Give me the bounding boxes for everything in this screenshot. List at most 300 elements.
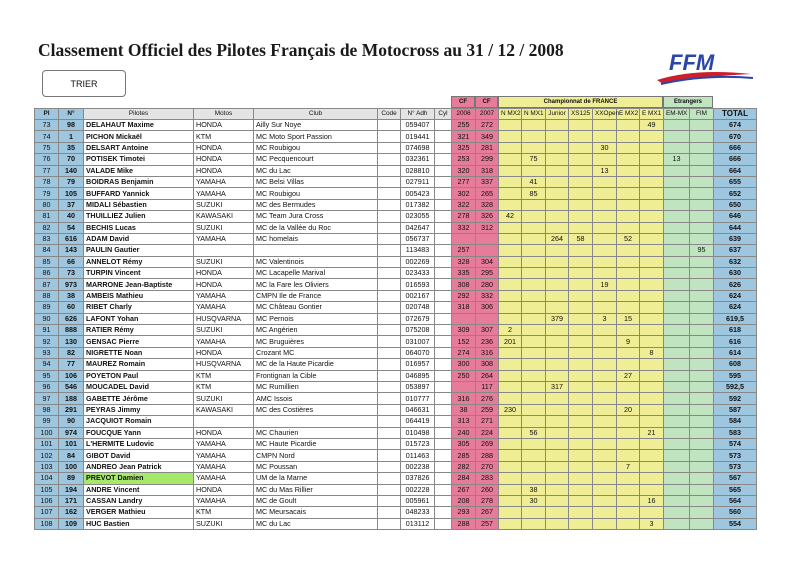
cell-cf-2006 [452, 313, 476, 324]
cell-moto: YAMAHA [194, 438, 254, 449]
cell-fim [690, 438, 714, 449]
cell-number: 974 [59, 427, 84, 438]
table-row [35, 199, 757, 210]
cell-rank: 89 [35, 302, 59, 313]
cell-xs125 [569, 450, 593, 461]
cell-n-mx1 [522, 461, 546, 472]
cell-club [254, 416, 378, 427]
cell-xs125 [569, 347, 593, 358]
cell-club: CMPN Nord [254, 450, 378, 461]
cell-cf-2007 [476, 233, 499, 244]
cell-xs125 [569, 211, 593, 222]
cell-total: 644 [714, 222, 757, 233]
cell-cf-2007: 272 [476, 120, 499, 131]
cell-em-mx [664, 461, 690, 472]
cell-number: 35 [59, 142, 84, 153]
cell-number: 546 [59, 381, 84, 392]
cell-rank: 97 [35, 393, 59, 404]
cell-code [378, 347, 401, 358]
cell-pilot: ANDRE Vincent [84, 484, 194, 495]
cell-em-mx [664, 211, 690, 222]
cell-rank: 82 [35, 222, 59, 233]
cell-junior [546, 222, 569, 233]
cell-pilot: GENSAC Pierre [84, 336, 194, 347]
cell-total: 626 [714, 279, 757, 290]
cell-total: 624 [714, 290, 757, 301]
cell-club: MC de la Haute Picardie [254, 359, 378, 370]
cell-club: MC Chaurien [254, 427, 378, 438]
cell-cf-2007: 259 [476, 404, 499, 415]
cell-club: MC des Costières [254, 404, 378, 415]
cell-em-mx [664, 233, 690, 244]
cell-pilot: PREVOT Damien [84, 473, 194, 484]
cell-xs125 [569, 222, 593, 233]
cell-club: MC du Mas Rillier [254, 484, 378, 495]
cell-junior [546, 165, 569, 176]
cell-cyl [435, 245, 452, 256]
cell-cyl [435, 188, 452, 199]
cell-e-mx1: 16 [640, 495, 664, 506]
cell-adh: 027911 [401, 176, 435, 187]
cell-e-mx1 [640, 256, 664, 267]
cell-pilot: POTISEK Timotei [84, 154, 194, 165]
cell-total: 655 [714, 176, 757, 187]
cell-junior [546, 211, 569, 222]
cell-cyl [435, 450, 452, 461]
cell-e-mx1 [640, 290, 664, 301]
cell-total: 583 [714, 427, 757, 438]
cell-club: MC de Goult [254, 495, 378, 506]
cell-junior [546, 336, 569, 347]
cell-rank: 77 [35, 165, 59, 176]
cell-e-mx2: 20 [617, 404, 640, 415]
cell-adh: 023433 [401, 268, 435, 279]
cell-n-mx2 [499, 176, 522, 187]
table-row [35, 302, 757, 313]
cell-em-mx [664, 222, 690, 233]
cell-rank: 87 [35, 279, 59, 290]
table-row [35, 381, 757, 392]
cell-moto: KAWASAKI [194, 211, 254, 222]
cell-moto: YAMAHA [194, 302, 254, 313]
cell-cf-2006: 278 [452, 211, 476, 222]
cell-xxopen [593, 461, 617, 472]
cell-e-mx1: 8 [640, 347, 664, 358]
cell-e-mx1 [640, 325, 664, 336]
cell-pilot: FOUCQUE Yann [84, 427, 194, 438]
cell-xxopen [593, 176, 617, 187]
cell-adh: 031007 [401, 336, 435, 347]
cell-n-mx1 [522, 507, 546, 518]
cell-moto: KTM [194, 381, 254, 392]
cell-number: 100 [59, 461, 84, 472]
cell-xs125 [569, 176, 593, 187]
cell-number: 171 [59, 495, 84, 506]
cell-pilot: BOIDRAS Benjamin [84, 176, 194, 187]
cell-n-mx1 [522, 518, 546, 529]
cell-cyl [435, 176, 452, 187]
cell-code [378, 518, 401, 529]
cell-fim [690, 473, 714, 484]
cell-code [378, 313, 401, 324]
cell-n-mx1 [522, 404, 546, 415]
cell-club: MC du Lac [254, 165, 378, 176]
cell-e-mx1 [640, 154, 664, 165]
cell-fim [690, 154, 714, 165]
cell-cf-2007: 349 [476, 131, 499, 142]
cell-cf-2006: 308 [452, 279, 476, 290]
cell-cf-2006: 320 [452, 165, 476, 176]
cell-e-mx2 [617, 268, 640, 279]
cell-n-mx1 [522, 302, 546, 313]
cell-e-mx2 [617, 165, 640, 176]
cell-e-mx1 [640, 484, 664, 495]
cell-n-mx1 [522, 256, 546, 267]
cell-junior [546, 370, 569, 381]
cell-em-mx [664, 347, 690, 358]
cell-club: MC Moto Sport Passion [254, 131, 378, 142]
cell-code [378, 290, 401, 301]
cell-cf-2006: 293 [452, 507, 476, 518]
cell-junior [546, 176, 569, 187]
cell-xxopen [593, 473, 617, 484]
cell-junior [546, 393, 569, 404]
table-row [35, 290, 757, 301]
cell-xxopen [593, 381, 617, 392]
cell-em-mx [664, 256, 690, 267]
cell-pilot: MARRONE Jean-Baptiste [84, 279, 194, 290]
cell-xxopen [593, 131, 617, 142]
cell-cf-2006: 305 [452, 438, 476, 449]
cell-cf-2007: 267 [476, 507, 499, 518]
cell-e-mx2 [617, 484, 640, 495]
cell-adh: 056737 [401, 233, 435, 244]
table-row [35, 393, 757, 404]
cell-em-mx [664, 131, 690, 142]
col-header-n-mx2: N MX2 [499, 109, 522, 120]
cell-pilot: VERGER Mathieu [84, 507, 194, 518]
table-row [35, 256, 757, 267]
cell-rank: 95 [35, 370, 59, 381]
cell-moto: YAMAHA [194, 336, 254, 347]
cell-n-mx2 [499, 347, 522, 358]
cell-cf-2006: 318 [452, 302, 476, 313]
cell-n-mx1 [522, 131, 546, 142]
cell-n-mx1 [522, 336, 546, 347]
cell-cf-2006: 267 [452, 484, 476, 495]
col-header-e-mx1: E MX1 [640, 109, 664, 120]
cell-adh: 013112 [401, 518, 435, 529]
cell-rank: 106 [35, 495, 59, 506]
cell-cyl [435, 473, 452, 484]
cell-n-mx1: 41 [522, 176, 546, 187]
cell-e-mx1 [640, 279, 664, 290]
cell-number: 130 [59, 336, 84, 347]
cell-fim [690, 256, 714, 267]
cell-cf-2007: 312 [476, 222, 499, 233]
cell-e-mx2 [617, 176, 640, 187]
cell-rank: 73 [35, 120, 59, 131]
cell-number: 73 [59, 268, 84, 279]
cell-junior [546, 473, 569, 484]
cell-pilot: GABETTE Jérôme [84, 393, 194, 404]
cell-pilot: MIDALI Sébastien [84, 199, 194, 210]
cell-code [378, 461, 401, 472]
table-row [35, 165, 757, 176]
cell-adh: 113483 [401, 245, 435, 256]
cell-junior [546, 245, 569, 256]
cell-moto: HONDA [194, 484, 254, 495]
cell-n-mx2 [499, 518, 522, 529]
cell-cf-2006: 309 [452, 325, 476, 336]
cell-total: 639 [714, 233, 757, 244]
cell-e-mx1 [640, 381, 664, 392]
cell-total: 666 [714, 142, 757, 153]
cell-junior [546, 325, 569, 336]
cell-pilot: NIGRETTE Noan [84, 347, 194, 358]
cell-number: 626 [59, 313, 84, 324]
cell-moto: HONDA [194, 347, 254, 358]
cell-pilot: AMBEIS Mathieu [84, 290, 194, 301]
cell-club: MC Bruguières [254, 336, 378, 347]
cell-adh: 015723 [401, 438, 435, 449]
cell-code [378, 359, 401, 370]
cell-e-mx2 [617, 381, 640, 392]
cell-xs125 [569, 245, 593, 256]
cell-n-mx2 [499, 427, 522, 438]
cell-total: 567 [714, 473, 757, 484]
cell-cf-2007: 304 [476, 256, 499, 267]
cell-e-mx1: 21 [640, 427, 664, 438]
cell-n-mx2 [499, 290, 522, 301]
cell-n-mx2 [499, 120, 522, 131]
cell-n-mx1: 75 [522, 154, 546, 165]
cell-pilot: GIBOT David [84, 450, 194, 461]
cell-code [378, 256, 401, 267]
cell-n-mx1: 56 [522, 427, 546, 438]
cell-e-mx2 [617, 256, 640, 267]
cell-xxopen [593, 518, 617, 529]
cell-e-mx2 [617, 438, 640, 449]
cell-cyl [435, 233, 452, 244]
cell-club [254, 245, 378, 256]
table-row [35, 347, 757, 358]
cell-junior: 317 [546, 381, 569, 392]
cell-number: 888 [59, 325, 84, 336]
cell-cyl [435, 131, 452, 142]
cell-adh: 064070 [401, 347, 435, 358]
cell-fim [690, 416, 714, 427]
cell-number: 77 [59, 359, 84, 370]
cell-e-mx2 [617, 222, 640, 233]
cell-rank: 98 [35, 404, 59, 415]
cell-pilot: PAULIN Gautier [84, 245, 194, 256]
cell-e-mx2: 15 [617, 313, 640, 324]
cell-n-mx2 [499, 279, 522, 290]
cell-moto: YAMAHA [194, 461, 254, 472]
cell-xs125 [569, 120, 593, 131]
cell-xs125 [569, 325, 593, 336]
cell-moto: HONDA [194, 268, 254, 279]
cell-rank: 74 [35, 131, 59, 142]
cell-e-mx1 [640, 268, 664, 279]
cell-club: MC Rumillien [254, 381, 378, 392]
cell-xs125 [569, 313, 593, 324]
table-row [35, 438, 757, 449]
cell-xxopen: 13 [593, 165, 617, 176]
cell-e-mx2 [617, 211, 640, 222]
cell-club: MC Belsi Villas [254, 176, 378, 187]
col-header-total: TOTAL [714, 109, 757, 120]
cell-code [378, 507, 401, 518]
cell-total: 619,5 [714, 313, 757, 324]
cell-club: MC Pernois [254, 313, 378, 324]
cell-club: MC Team Jura Cross [254, 211, 378, 222]
cell-xs125 [569, 438, 593, 449]
cell-em-mx [664, 518, 690, 529]
trier-button[interactable]: TRIER [42, 70, 126, 97]
cell-cf-2007 [476, 245, 499, 256]
cell-total: 595 [714, 370, 757, 381]
cell-pilot: JACQUIOT Romain [84, 416, 194, 427]
cell-number: 89 [59, 473, 84, 484]
table-row [35, 325, 757, 336]
cell-xs125 [569, 370, 593, 381]
cell-club: MC Pecquencourt [254, 154, 378, 165]
table-row [35, 142, 757, 153]
cell-junior [546, 347, 569, 358]
cell-n-mx1 [522, 268, 546, 279]
cell-cyl [435, 518, 452, 529]
cell-cf-2006: 240 [452, 427, 476, 438]
cell-number: 1 [59, 131, 84, 142]
cell-rank: 79 [35, 188, 59, 199]
cell-cf-2006: 332 [452, 222, 476, 233]
cell-fim [690, 336, 714, 347]
cell-xxopen [593, 450, 617, 461]
cell-fim [690, 188, 714, 199]
cell-e-mx1 [640, 359, 664, 370]
col-header-adh: N° Adh [401, 109, 435, 120]
cell-xs125 [569, 393, 593, 404]
col-header-cf-2006: 2006 [452, 109, 476, 120]
cell-moto: HONDA [194, 279, 254, 290]
cell-adh: 016957 [401, 359, 435, 370]
cell-number: 194 [59, 484, 84, 495]
cell-cf-2007: 332 [476, 290, 499, 301]
cell-xs125 [569, 381, 593, 392]
cell-moto: HONDA [194, 154, 254, 165]
cell-e-mx2 [617, 347, 640, 358]
cell-number: 143 [59, 245, 84, 256]
cell-moto [194, 416, 254, 427]
ffm-logo [655, 44, 755, 86]
cell-total: 574 [714, 438, 757, 449]
cell-total: 587 [714, 404, 757, 415]
cell-total: 664 [714, 165, 757, 176]
cell-xxopen [593, 233, 617, 244]
cell-total: 630 [714, 268, 757, 279]
cell-n-mx1 [522, 245, 546, 256]
cell-em-mx [664, 450, 690, 461]
cell-rank: 100 [35, 427, 59, 438]
cell-number: 38 [59, 290, 84, 301]
cell-adh: 010777 [401, 393, 435, 404]
cell-cf-2006: 328 [452, 256, 476, 267]
cell-xs125 [569, 336, 593, 347]
cell-n-mx1 [522, 450, 546, 461]
cell-adh: 020748 [401, 302, 435, 313]
cell-xs125 [569, 290, 593, 301]
cell-cf-2006: 316 [452, 393, 476, 404]
cell-xxopen: 3 [593, 313, 617, 324]
table-row [35, 336, 757, 347]
cell-em-mx [664, 370, 690, 381]
cell-em-mx [664, 393, 690, 404]
cell-em-mx [664, 473, 690, 484]
cell-n-mx2 [499, 381, 522, 392]
cell-xxopen [593, 507, 617, 518]
cell-n-mx2 [499, 154, 522, 165]
cell-rank: 81 [35, 211, 59, 222]
cell-club: CMPN Ile de France [254, 290, 378, 301]
cell-fim [690, 302, 714, 313]
cell-e-mx2 [617, 325, 640, 336]
cell-moto: HONDA [194, 142, 254, 153]
cell-pilot: ANDREO Jean Patrick [84, 461, 194, 472]
cell-adh: 042647 [401, 222, 435, 233]
cell-n-mx1 [522, 370, 546, 381]
cell-xs125 [569, 154, 593, 165]
cell-e-mx2 [617, 450, 640, 461]
col-header-e-mx2: E MX2 [617, 109, 640, 120]
cell-moto: SUZUKI [194, 256, 254, 267]
cell-moto: YAMAHA [194, 290, 254, 301]
cell-number: 54 [59, 222, 84, 233]
cell-xxopen [593, 370, 617, 381]
cell-xs125 [569, 404, 593, 415]
cell-cf-2006: 208 [452, 495, 476, 506]
cell-rank: 91 [35, 325, 59, 336]
cell-cyl [435, 142, 452, 153]
col-header-pilot: Pilotes [84, 109, 194, 120]
cell-adh: 002167 [401, 290, 435, 301]
cell-club: MC Roubigou [254, 142, 378, 153]
cell-xxopen [593, 393, 617, 404]
cell-cyl [435, 484, 452, 495]
cell-n-mx2 [499, 393, 522, 404]
cell-fim [690, 347, 714, 358]
cell-e-mx1 [640, 313, 664, 324]
cell-moto: YAMAHA [194, 450, 254, 461]
cell-n-mx1: 85 [522, 188, 546, 199]
cell-cf-2007: 307 [476, 325, 499, 336]
cell-rank: 107 [35, 507, 59, 518]
cell-adh: 011463 [401, 450, 435, 461]
col-header-xxopen: XXOpen [593, 109, 617, 120]
cell-e-mx1 [640, 438, 664, 449]
table-row [35, 222, 757, 233]
cell-em-mx [664, 427, 690, 438]
cell-moto: KTM [194, 131, 254, 142]
table-row [35, 313, 757, 324]
cell-number: 140 [59, 165, 84, 176]
cell-code [378, 370, 401, 381]
col-header-cf-2007: 2007 [476, 109, 499, 120]
cell-xxopen [593, 154, 617, 165]
cell-junior [546, 131, 569, 142]
cell-pilot: ADAM David [84, 233, 194, 244]
